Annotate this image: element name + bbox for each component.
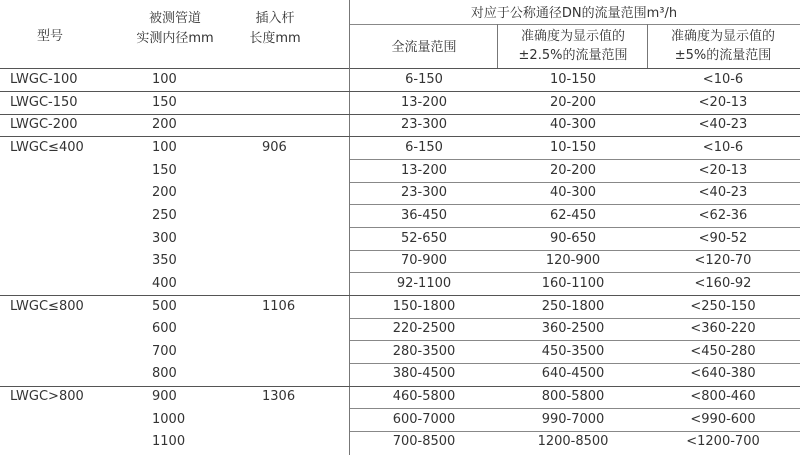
header-divider-1 (497, 24, 498, 68)
acc5-range-cell: <120-70 (694, 253, 752, 269)
diameter-cell: 150 (152, 94, 177, 110)
full-range-cell: 220-2500 (392, 321, 456, 337)
full-range-cell: 6-150 (405, 72, 443, 87)
rod-length-cell: 906 (262, 139, 287, 155)
acc5-range-cell: <90-52 (698, 230, 748, 246)
diameter-cell: 1000 (152, 411, 186, 427)
diameter-cell: 100 (152, 72, 177, 87)
header-rod-line1: 插入杆 (255, 11, 295, 26)
acc25-range-cell: 800-5800 (541, 389, 605, 405)
diameter-cell: 200 (152, 185, 177, 201)
model-cell: LWGC-150 (10, 94, 78, 110)
acc5-range-cell: <62-36 (698, 207, 748, 223)
acc5-range-cell: <990-600 (690, 411, 756, 427)
diameter-cell: 700 (152, 343, 177, 359)
full-range-cell: 380-4500 (392, 366, 456, 382)
acc25-range-cell: 40-300 (549, 185, 597, 201)
diameter-cell: 100 (152, 139, 177, 155)
header-diameter-line2: 实测内径mm (136, 31, 214, 46)
header-acc5-line1: 准确度为显示值的 (670, 29, 775, 44)
model-cell: LWGC≤400 (10, 139, 84, 155)
model-cell: LWGC>800 (10, 389, 84, 405)
diameter-cell: 300 (152, 230, 177, 246)
diameter-cell: 250 (152, 207, 177, 223)
acc25-range-cell: 160-1100 (541, 275, 605, 291)
full-range-cell: 700-8500 (392, 434, 456, 450)
acc5-range-cell: <10-6 (702, 139, 744, 155)
diameter-cell: 200 (152, 117, 177, 133)
full-range-cell: 13-200 (400, 162, 448, 178)
acc25-range-cell: 20-200 (549, 162, 597, 178)
acc5-range-cell: <450-280 (690, 343, 756, 359)
acc5-range-cell: <1200-700 (686, 434, 760, 450)
acc5-range-cell: <40-23 (698, 185, 748, 201)
full-range-cell: 70-900 (400, 253, 448, 269)
header-acc5-line2: ±5%的流量范围 (674, 48, 772, 63)
acc25-range-cell: 62-450 (549, 207, 597, 223)
acc25-range-cell: 20-200 (549, 94, 597, 110)
header-divider-2 (647, 24, 648, 68)
acc25-range-cell: 40-300 (549, 117, 597, 133)
full-range-cell: 23-300 (400, 117, 448, 133)
full-range-cell: 52-650 (400, 230, 448, 246)
header-rod-line2: 长度mm (249, 31, 301, 46)
model-cell: LWGC≤800 (10, 298, 84, 314)
acc5-range-cell: <800-460 (690, 389, 756, 405)
header-acc25-line2: ±2.5%的流量范围 (518, 48, 628, 63)
diameter-cell: 400 (152, 275, 177, 291)
full-range-cell: 13-200 (400, 94, 448, 110)
model-cell: LWGC-100 (10, 72, 78, 87)
full-range-cell: 600-7000 (392, 411, 456, 427)
diameter-cell: 800 (152, 366, 177, 382)
acc25-range-cell: 10-150 (549, 72, 597, 87)
acc25-range-cell: 990-7000 (541, 411, 605, 427)
full-range-cell: 150-1800 (392, 298, 456, 314)
acc5-range-cell: <20-13 (698, 94, 748, 110)
full-range-cell: 23-300 (400, 185, 448, 201)
rod-length-cell: 1106 (262, 298, 296, 314)
diameter-cell: 150 (152, 162, 177, 178)
acc25-range-cell: 90-650 (549, 230, 597, 246)
diameter-cell: 1100 (152, 434, 186, 450)
diameter-cell: 900 (152, 389, 177, 405)
acc5-range-cell: <160-92 (694, 275, 752, 291)
acc25-range-cell: 250-1800 (541, 298, 605, 314)
acc5-range-cell: <250-150 (690, 298, 756, 314)
acc25-range-cell: 450-3500 (541, 343, 605, 359)
full-range-cell: 460-5800 (392, 389, 456, 405)
diameter-cell: 500 (152, 298, 177, 314)
acc5-range-cell: <640-380 (690, 366, 756, 382)
header-full-range: 全流量范围 (391, 40, 457, 55)
full-range-cell: 280-3500 (392, 343, 456, 359)
header-diameter-line1: 被测管道 (148, 11, 201, 26)
acc5-range-cell: <20-13 (698, 162, 748, 178)
full-range-cell: 6-150 (405, 139, 443, 155)
acc25-range-cell: 640-4500 (541, 366, 605, 382)
header-subdivider (350, 24, 800, 25)
rod-length-cell: 1306 (262, 389, 296, 405)
header-acc25-line1: 准确度为显示值的 (520, 29, 625, 44)
acc5-range-cell: <10-6 (702, 72, 744, 87)
acc25-range-cell: 360-2500 (541, 321, 605, 337)
acc5-range-cell: <360-220 (690, 321, 756, 337)
diameter-cell: 350 (152, 253, 177, 269)
acc25-range-cell: 10-150 (549, 139, 597, 155)
acc5-range-cell: <40-23 (698, 117, 748, 133)
model-cell: LWGC-200 (10, 117, 78, 133)
header-flow-group: 对应于公称通径DN的流量范围m³/h (470, 6, 678, 21)
acc25-range-cell: 120-900 (545, 253, 601, 269)
diameter-cell: 600 (152, 321, 177, 337)
full-range-cell: 36-450 (400, 207, 448, 223)
full-range-cell: 92-1100 (396, 275, 452, 291)
acc25-range-cell: 1200-8500 (537, 434, 609, 450)
header-model: 型号 (36, 29, 63, 44)
